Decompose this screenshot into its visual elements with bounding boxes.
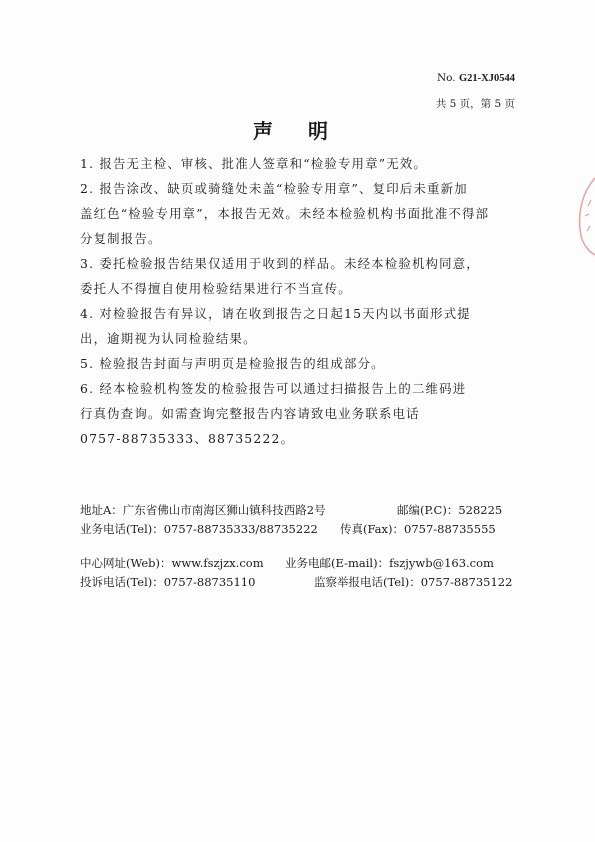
contact-row <box>80 502 520 521</box>
contact-row <box>80 521 520 540</box>
statement-line: 4. 对检验报告有异议，请在收到报告之日起15天内以书面形式提 <box>80 306 471 321</box>
address: 地址A：广东省佛山市南海区狮山镇科技西路2号 <box>80 503 326 517</box>
fax: 传真(Fax)：0757-88735555 <box>340 522 496 536</box>
statement-line: 出，逾期视为认同检验结果。 <box>80 331 257 346</box>
seal-stamp-edge <box>567 176 595 256</box>
complaint-tel: 投诉电话(Tel)：0757-88735110 <box>80 575 256 589</box>
statement-line: 0757-88735333、88735222。 <box>80 431 295 446</box>
statement-item <box>80 376 518 451</box>
report-number: No. G21-XJ0544 <box>436 72 515 84</box>
statement-line: 5. 检验报告封面与声明页是检验报告的组成部分。 <box>80 356 385 371</box>
statement-item <box>80 351 518 376</box>
page-title: 声 明 <box>253 119 342 143</box>
contact-row <box>80 555 520 574</box>
page-count: 共 5 页，第 5 页 <box>435 98 515 110</box>
statement-item <box>80 176 518 251</box>
contact-block <box>80 502 520 593</box>
website: 中心网址(Web)：www.fszjzx.com <box>80 556 264 570</box>
business-tel: 业务电话(Tel)：0757-88735333/88735222 <box>80 522 318 536</box>
statement-line: 盖红色“检验专用章”，本报告无效。未经本检验机构书面批准不得部 <box>80 206 490 221</box>
statement-item <box>80 151 518 176</box>
statement-list <box>80 151 518 451</box>
statement-line: 2. 报告涂改、缺页或骑缝处未盖“检验专用章”、复印后未重新加 <box>80 181 468 196</box>
statement-line: 分复制报告。 <box>80 231 162 246</box>
statement-line: 3. 委托检验报告结果仅适用于收到的样品。未经本检验机构同意， <box>80 256 480 271</box>
statement-line: 1. 报告无主检、审核、批准人签章和“检验专用章”无效。 <box>80 156 428 171</box>
email: 业务电邮(E-mail)：fszjywb@163.com <box>285 556 494 570</box>
statement-line: 委托人不得擅自使用检验结果进行不当宣传。 <box>80 281 352 296</box>
postcode: 邮编(P.C)：528225 <box>397 503 503 517</box>
statement-item <box>80 251 518 301</box>
statement-line: 6. 经本检验机构签发的检验报告可以通过扫描报告上的二维码进 <box>80 381 467 396</box>
statement-item <box>80 301 518 351</box>
supervision-tel: 监察举报电话(Tel)：0757-88735122 <box>314 575 513 589</box>
statement-line: 行真伪查询。如需查询完整报告内容请致电业务联系电话 <box>80 406 420 421</box>
contact-row <box>80 574 520 593</box>
